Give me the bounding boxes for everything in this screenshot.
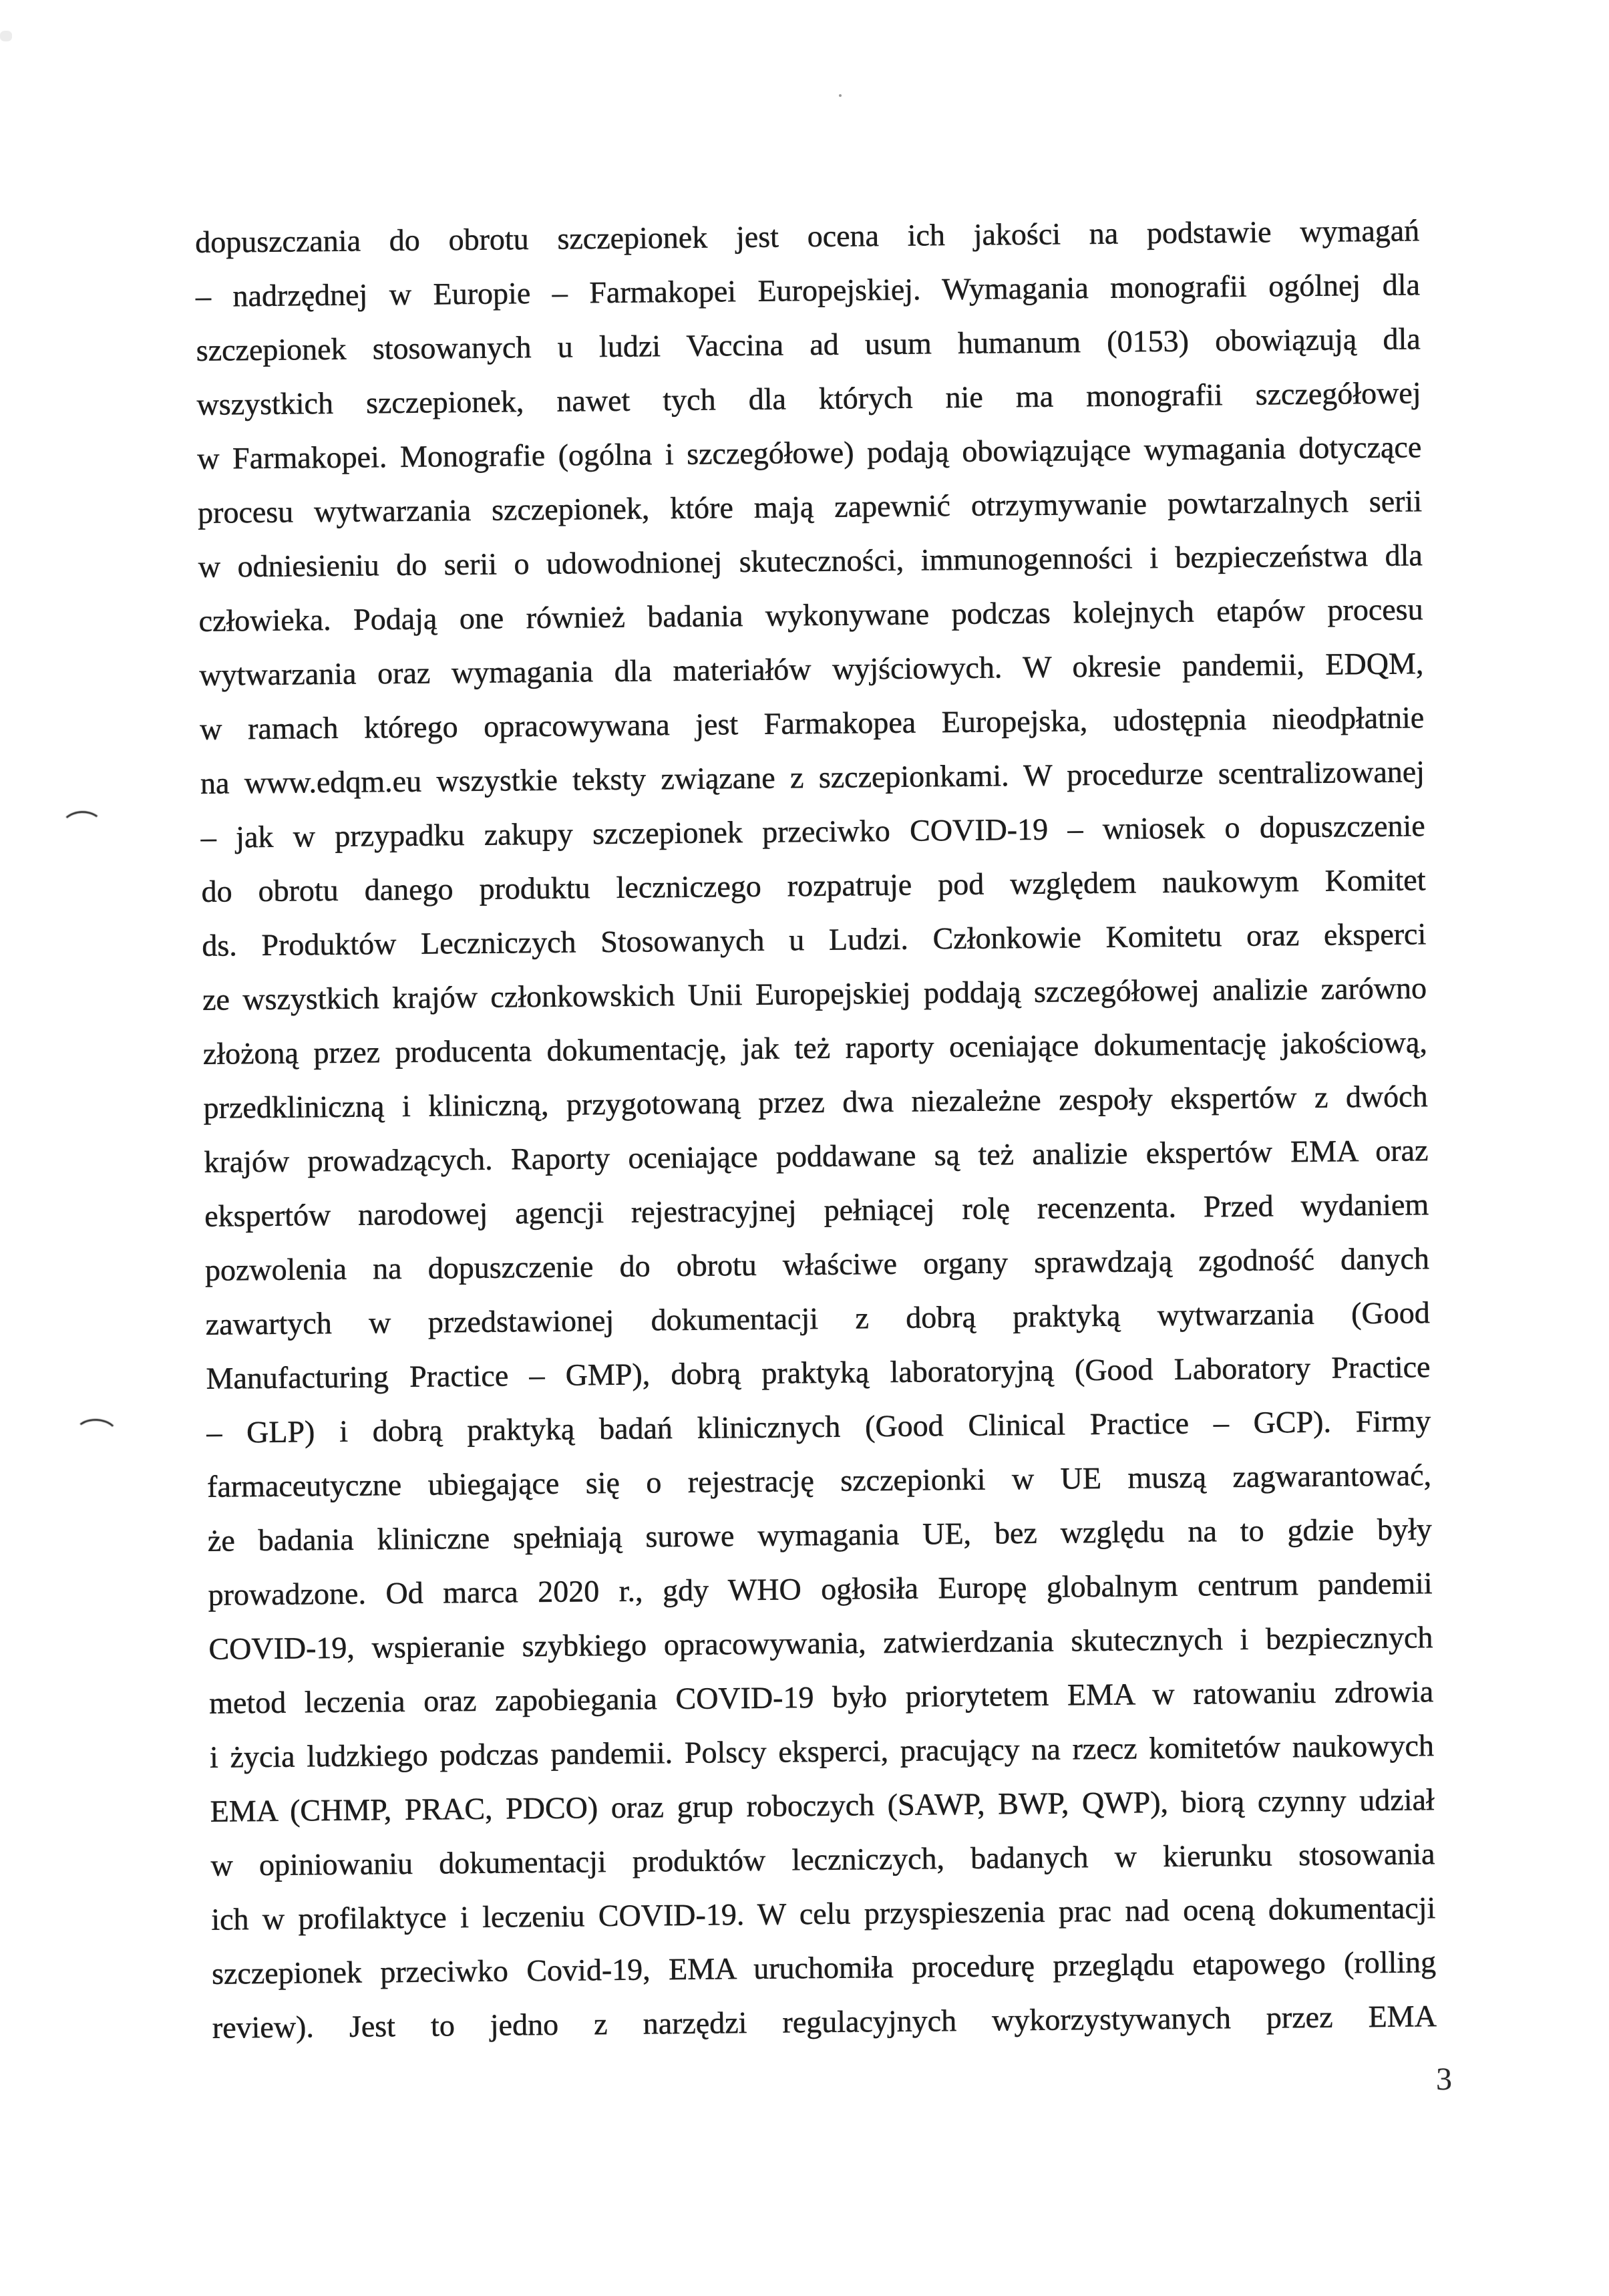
- text-line: ekspertów narodowej agencji rejestracyjnej pełniącej rolę recenzenta. Przed wydaniem: [204, 1187, 1429, 1233]
- text-line: wytwarzania oraz wymagania dla materiałów wyjściowych. W okresie pandemii, EDQM,: [199, 646, 1424, 692]
- text-line: szczepionek stosowanych u ludzi Vaccina ad usum humanum (0153) obowiązują dla: [196, 321, 1421, 367]
- text-line: ze wszystkich krajów członkowskich Unii Europejskiej poddają szczegółowej analizie zarówno: [202, 971, 1427, 1017]
- text-line: farmaceutyczne ubiegające się o rejestrację szczepionki w UE muszą zagwarantować,: [206, 1458, 1432, 1504]
- text-line: – GLP) i dobrą praktyką badań klinicznych (Good Clinical Practice – GCP). Firmy: [206, 1404, 1431, 1450]
- text-line: i życia ludzkiego podczas pandemii. Polscy eksperci, pracujący na rzecz komitetów naukowych: [209, 1728, 1435, 1774]
- text-line: człowieka. Podają one również badania wykonywane podczas kolejnych etapów procesu: [198, 592, 1423, 638]
- body-text-block: [195, 203, 1437, 2054]
- text-line: – nadrzędnej w Europie – Farmakopei Europejskiej. Wymagania monografii ogólnej dla: [195, 267, 1421, 313]
- text-line: EMA (CHMP, PRAC, PDCO) oraz grup roboczych (SAWP, BWP, QWP), biorą czynny udział: [210, 1782, 1435, 1828]
- text-line: ds. Produktów Leczniczych Stosowanych u Ludzi. Członkowie Komitetu oraz eksperci: [202, 917, 1427, 963]
- scan-smudge-artifact: [0, 31, 12, 41]
- text-line: w Farmakopei. Monografie (ogólna i szczegółowe) podają obowiązujące wymagania dotyczące: [197, 430, 1422, 476]
- text-line: zawartych w przedstawionej dokumentacji z dobrą praktyką wytwarzania (Good: [205, 1295, 1430, 1341]
- text-line: – jak w przypadku zakupy szczepionek przeciwko COVID-19 – wniosek o dopuszczenie: [200, 808, 1425, 854]
- text-line: pozwolenia na dopuszczenie do obrotu właściwe organy sprawdzają zgodność danych: [204, 1241, 1430, 1287]
- text-line: metod leczenia oraz zapobiegania COVID-19 było priorytetem EMA w ratowaniu zdrowia: [208, 1674, 1434, 1720]
- text-line: w odniesieniu do serii o udowodnionej skuteczności, immunogenności i bezpieczeństwa dla: [198, 538, 1423, 584]
- text-line: Manufacturing Practice – GMP), dobrą praktyką laboratoryjną (Good Laboratory Practice: [206, 1349, 1431, 1396]
- text-line: złożoną przez producenta dokumentację, jak też raporty oceniające dokumentację jakościową,: [202, 1025, 1428, 1071]
- text-line: wszystkich szczepionek, nawet tych dla których nie ma monografii szczegółowej: [196, 375, 1421, 422]
- text-line: review). Jest to jedno z narzędzi regulacyjnych wykorzystywanych przez EMA: [212, 1999, 1437, 2045]
- text-line: COVID-19, wspieranie szybkiego opracowywania, zatwierdzania skutecznych i bezpiecznych: [208, 1620, 1433, 1666]
- text-line: do obrotu danego produktu leczniczego rozpatruje pod względem naukowym Komitet: [201, 862, 1426, 909]
- text-line: prowadzone. Od marca 2020 r., gdy WHO ogłosiła Europę globalnym centrum pandemii: [208, 1566, 1433, 1612]
- text-line: dopuszczania do obrotu szczepionek jest ocena ich jakości na podstawie wymagań: [194, 213, 1420, 259]
- text-line: na www.edqm.eu wszystkie teksty związane z szczepionkami. W procedurze scentralizowanej: [200, 754, 1425, 800]
- margin-arc-mark-1: [60, 810, 104, 844]
- margin-arc-mark-2: [73, 1418, 120, 1453]
- text-line: że badania kliniczne spełniają surowe wymagania UE, bez względu na to gdzie były: [207, 1512, 1433, 1558]
- text-line: w ramach którego opracowywana jest Farmakopea Europejska, udostępnia nieodpłatnie: [199, 700, 1425, 746]
- page-number: 3: [1436, 2062, 1452, 2097]
- text-line: szczepionek przeciwko Covid-19, EMA uruchomiła procedurę przeglądu etapowego (rolling: [211, 1945, 1437, 1991]
- text-line: przedkliniczną i kliniczną, przygotowaną przez dwa niezależne zespoły ekspertów z dwóch: [203, 1079, 1428, 1125]
- scan-speck-artifact: [839, 94, 842, 97]
- text-line: w opiniowaniu dokumentacji produktów leczniczych, badanych w kierunku stosowania: [210, 1836, 1435, 1882]
- text-line: krajów prowadzących. Raporty oceniające poddawane są też analizie ekspertów EMA oraz: [204, 1133, 1429, 1179]
- text-line: procesu wytwarzania szczepionek, które mają zapewnić otrzymywanie powtarzalnych serii: [197, 484, 1423, 530]
- text-line: ich w profilaktyce i leczeniu COVID-19. W celu przyspieszenia prac nad oceną dokumentacji: [211, 1891, 1436, 1937]
